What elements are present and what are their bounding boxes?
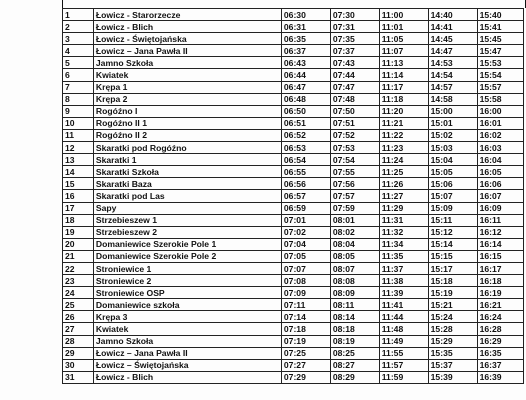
stop-name-cell: Stroniewice OSP xyxy=(93,287,281,299)
stop-name-cell: Jamno Szkoła xyxy=(93,335,281,347)
stop-name-cell: Łowicz - Blich xyxy=(93,21,281,33)
stop-number-cell: 19 xyxy=(63,226,94,238)
table-row xyxy=(63,81,524,93)
departure-time-cell: 16:15 xyxy=(477,250,523,262)
table-row xyxy=(63,347,524,359)
departure-time-cell: 14:54 xyxy=(428,69,477,81)
departure-time-cell: 15:24 xyxy=(428,311,477,323)
stop-number-cell: 11 xyxy=(63,129,94,141)
departure-time-cell: 11:00 xyxy=(379,9,428,21)
departure-time-cell: 14:40 xyxy=(428,9,477,21)
stop-name-cell: Łowicz – Świętojańska xyxy=(93,359,281,371)
stop-name-cell: Jamno Szkoła xyxy=(93,57,281,69)
stop-name-cell: Rogóźno II 2 xyxy=(93,129,281,141)
departure-time-cell: 15:39 xyxy=(428,371,477,383)
departure-time-cell: 06:51 xyxy=(281,117,330,129)
departure-time-cell: 16:01 xyxy=(477,117,523,129)
stop-name-cell: Krępa 2 xyxy=(93,93,281,105)
departure-time-cell: 11:37 xyxy=(379,262,428,274)
departure-time-cell: 07:59 xyxy=(330,202,379,214)
stop-name-cell: Skaratki Szkoła xyxy=(93,166,281,178)
table-row xyxy=(63,359,524,371)
departure-time-cell: 08:14 xyxy=(330,311,379,323)
departure-time-cell: 14:53 xyxy=(428,57,477,69)
departure-time-cell: 11:05 xyxy=(379,33,428,45)
departure-time-cell: 08:01 xyxy=(330,214,379,226)
departure-time-cell: 16:37 xyxy=(477,359,523,371)
departure-time-cell: 16:09 xyxy=(477,202,523,214)
stop-number-cell: 2 xyxy=(63,21,94,33)
departure-time-cell: 07:02 xyxy=(281,226,330,238)
departure-time-cell: 11:21 xyxy=(379,117,428,129)
departure-time-cell: 15:35 xyxy=(428,347,477,359)
stop-number-cell: 28 xyxy=(63,335,94,347)
table-row xyxy=(63,9,524,21)
departure-time-cell: 11:35 xyxy=(379,250,428,262)
stop-name-cell: Krępa 3 xyxy=(93,311,281,323)
departure-time-cell: 06:56 xyxy=(281,178,330,190)
table-row xyxy=(63,57,524,69)
table-row xyxy=(63,299,524,311)
departure-time-cell: 06:50 xyxy=(281,105,330,117)
departure-time-cell: 16:11 xyxy=(477,214,523,226)
departure-time-cell: 07:43 xyxy=(330,57,379,69)
departure-time-cell: 07:18 xyxy=(281,323,330,335)
stop-name-cell: Stroniewice 2 xyxy=(93,275,281,287)
stop-name-cell: Łowicz – Jana Pawła II xyxy=(93,45,281,57)
stop-number-cell: 1 xyxy=(63,9,94,21)
departure-time-cell: 11:17 xyxy=(379,81,428,93)
table-row xyxy=(63,117,524,129)
departure-time-cell: 15:02 xyxy=(428,129,477,141)
departure-time-cell: 07:37 xyxy=(330,45,379,57)
departure-time-cell: 11:34 xyxy=(379,238,428,250)
departure-time-cell: 07:25 xyxy=(281,347,330,359)
departure-time-cell: 11:31 xyxy=(379,214,428,226)
departure-time-cell: 11:25 xyxy=(379,166,428,178)
departure-time-cell: 07:30 xyxy=(330,9,379,21)
stop-name-cell: Łowicz – Jana Pawła II xyxy=(93,347,281,359)
table-row xyxy=(63,129,524,141)
stop-name-cell: Sapy xyxy=(93,202,281,214)
departure-time-cell: 08:09 xyxy=(330,287,379,299)
stop-name-cell: Strzebieszew 2 xyxy=(93,226,281,238)
departure-time-cell: 06:47 xyxy=(281,81,330,93)
departure-time-cell: 16:24 xyxy=(477,311,523,323)
departure-time-cell: 11:14 xyxy=(379,69,428,81)
stop-number-cell: 23 xyxy=(63,275,94,287)
table-row xyxy=(63,93,524,105)
departure-time-cell: 15:54 xyxy=(477,69,523,81)
stop-number-cell: 20 xyxy=(63,238,94,250)
departure-time-cell: 07:09 xyxy=(281,287,330,299)
table-row xyxy=(63,287,524,299)
departure-time-cell: 11:32 xyxy=(379,226,428,238)
stop-number-cell: 9 xyxy=(63,105,94,117)
departure-time-cell: 07:01 xyxy=(281,214,330,226)
table-row xyxy=(63,371,524,383)
stop-number-cell: 6 xyxy=(63,69,94,81)
stop-number-cell: 24 xyxy=(63,287,94,299)
departure-time-cell: 14:45 xyxy=(428,33,477,45)
table-row xyxy=(63,262,524,274)
table-row xyxy=(63,166,524,178)
departure-time-cell: 06:57 xyxy=(281,190,330,202)
departure-time-cell: 16:05 xyxy=(477,166,523,178)
stop-number-cell: 21 xyxy=(63,250,94,262)
departure-time-cell: 16:02 xyxy=(477,129,523,141)
departure-time-cell: 11:55 xyxy=(379,347,428,359)
departure-time-cell: 15:45 xyxy=(477,33,523,45)
departure-time-cell: 08:07 xyxy=(330,262,379,274)
departure-time-cell: 06:55 xyxy=(281,166,330,178)
departure-time-cell: 06:44 xyxy=(281,69,330,81)
departure-time-cell: 14:57 xyxy=(428,81,477,93)
departure-time-cell: 15:14 xyxy=(428,238,477,250)
schedule-body xyxy=(63,9,524,384)
departure-time-cell: 08:02 xyxy=(330,226,379,238)
departure-time-cell: 06:53 xyxy=(281,142,330,154)
departure-time-cell: 15:37 xyxy=(428,359,477,371)
table-row xyxy=(63,33,524,45)
table-row xyxy=(63,202,524,214)
departure-time-cell: 15:09 xyxy=(428,202,477,214)
departure-time-cell: 15:04 xyxy=(428,154,477,166)
table-row xyxy=(63,226,524,238)
stop-number-cell: 7 xyxy=(63,81,94,93)
departure-time-cell: 07:50 xyxy=(330,105,379,117)
departure-time-cell: 11:24 xyxy=(379,154,428,166)
stop-name-cell: Rogóźno II 1 xyxy=(93,117,281,129)
stop-number-cell: 29 xyxy=(63,347,94,359)
stop-number-cell: 5 xyxy=(63,57,94,69)
departure-time-cell: 11:38 xyxy=(379,275,428,287)
departure-time-cell: 16:39 xyxy=(477,371,523,383)
departure-time-cell: 11:22 xyxy=(379,129,428,141)
stop-name-cell: Skaratki Baza xyxy=(93,178,281,190)
departure-time-cell: 15:06 xyxy=(428,178,477,190)
departure-time-cell: 06:59 xyxy=(281,202,330,214)
stop-number-cell: 22 xyxy=(63,262,94,274)
table-row xyxy=(63,21,524,33)
stop-number-cell: 16 xyxy=(63,190,94,202)
departure-time-cell: 15:40 xyxy=(477,9,523,21)
stop-number-cell: 18 xyxy=(63,214,94,226)
departure-time-cell: 16:07 xyxy=(477,190,523,202)
table-row xyxy=(63,190,524,202)
departure-time-cell: 15:18 xyxy=(428,275,477,287)
departure-time-cell: 06:35 xyxy=(281,33,330,45)
departure-time-cell: 08:11 xyxy=(330,299,379,311)
departure-time-cell: 07:57 xyxy=(330,190,379,202)
departure-time-cell: 15:00 xyxy=(428,105,477,117)
departure-time-cell: 07:47 xyxy=(330,81,379,93)
departure-time-cell: 11:20 xyxy=(379,105,428,117)
departure-time-cell: 08:25 xyxy=(330,347,379,359)
departure-time-cell: 16:06 xyxy=(477,178,523,190)
stop-name-cell: Rogóźno I xyxy=(93,105,281,117)
departure-time-cell: 11:13 xyxy=(379,57,428,69)
departure-time-cell: 16:29 xyxy=(477,335,523,347)
departure-time-cell: 11:29 xyxy=(379,202,428,214)
departure-time-cell: 15:47 xyxy=(477,45,523,57)
departure-time-cell: 08:19 xyxy=(330,335,379,347)
departure-time-cell: 07:48 xyxy=(330,93,379,105)
departure-time-cell: 15:15 xyxy=(428,250,477,262)
departure-time-cell: 07:56 xyxy=(330,178,379,190)
page-bottom-edge xyxy=(0,396,526,400)
departure-time-cell: 11:48 xyxy=(379,323,428,335)
departure-time-cell: 15:28 xyxy=(428,323,477,335)
departure-time-cell: 11:49 xyxy=(379,335,428,347)
departure-time-cell: 11:18 xyxy=(379,93,428,105)
table-row xyxy=(63,142,524,154)
departure-time-cell: 11:27 xyxy=(379,190,428,202)
stop-name-cell: Krępa 1 xyxy=(93,81,281,93)
departure-time-cell: 15:41 xyxy=(477,21,523,33)
stop-name-cell: Łowicz - Starorzecze xyxy=(93,9,281,21)
departure-time-cell: 07:52 xyxy=(330,129,379,141)
departure-time-cell: 15:19 xyxy=(428,287,477,299)
bus-schedule-table xyxy=(62,8,524,384)
departure-time-cell: 16:04 xyxy=(477,154,523,166)
stop-number-cell: 17 xyxy=(63,202,94,214)
departure-time-cell: 15:01 xyxy=(428,117,477,129)
departure-time-cell: 07:07 xyxy=(281,262,330,274)
departure-time-cell: 07:53 xyxy=(330,142,379,154)
stop-name-cell: Łowicz - Świętojańska xyxy=(93,33,281,45)
departure-time-cell: 16:00 xyxy=(477,105,523,117)
stop-name-cell: Strzebieszew 1 xyxy=(93,214,281,226)
departure-time-cell: 08:08 xyxy=(330,275,379,287)
departure-time-cell: 14:41 xyxy=(428,21,477,33)
stop-name-cell: Skaratki 1 xyxy=(93,154,281,166)
departure-time-cell: 15:11 xyxy=(428,214,477,226)
departure-time-cell: 07:44 xyxy=(330,69,379,81)
table-row xyxy=(63,250,524,262)
departure-time-cell: 07:55 xyxy=(330,166,379,178)
stop-name-cell: Stroniewice 1 xyxy=(93,262,281,274)
departure-time-cell: 11:59 xyxy=(379,371,428,383)
table-row xyxy=(63,311,524,323)
departure-time-cell: 15:57 xyxy=(477,81,523,93)
stop-name-cell: Domaniewice Szerokie Pole 2 xyxy=(93,250,281,262)
departure-time-cell: 07:51 xyxy=(330,117,379,129)
table-row xyxy=(63,275,524,287)
departure-time-cell: 11:23 xyxy=(379,142,428,154)
departure-time-cell: 06:54 xyxy=(281,154,330,166)
departure-time-cell: 07:35 xyxy=(330,33,379,45)
departure-time-cell: 06:30 xyxy=(281,9,330,21)
departure-time-cell: 16:18 xyxy=(477,275,523,287)
departure-time-cell: 11:07 xyxy=(379,45,428,57)
departure-time-cell: 08:04 xyxy=(330,238,379,250)
stop-name-cell: Łowicz - Blich xyxy=(93,371,281,383)
departure-time-cell: 06:37 xyxy=(281,45,330,57)
departure-time-cell: 07:05 xyxy=(281,250,330,262)
table-row xyxy=(63,105,524,117)
table-row xyxy=(63,178,524,190)
stop-number-cell: 4 xyxy=(63,45,94,57)
departure-time-cell: 11:41 xyxy=(379,299,428,311)
table-row xyxy=(63,323,524,335)
departure-time-cell: 16:14 xyxy=(477,238,523,250)
departure-time-cell: 11:57 xyxy=(379,359,428,371)
departure-time-cell: 08:18 xyxy=(330,323,379,335)
departure-time-cell: 07:29 xyxy=(281,371,330,383)
departure-time-cell: 15:03 xyxy=(428,142,477,154)
stop-number-cell: 12 xyxy=(63,142,94,154)
departure-time-cell: 08:05 xyxy=(330,250,379,262)
stop-number-cell: 26 xyxy=(63,311,94,323)
stop-name-cell: Kwiatek xyxy=(93,323,281,335)
stop-number-cell: 27 xyxy=(63,323,94,335)
departure-time-cell: 15:29 xyxy=(428,335,477,347)
stop-number-cell: 15 xyxy=(63,178,94,190)
departure-time-cell: 14:58 xyxy=(428,93,477,105)
departure-time-cell: 14:47 xyxy=(428,45,477,57)
stop-number-cell: 30 xyxy=(63,359,94,371)
departure-time-cell: 06:43 xyxy=(281,57,330,69)
departure-time-cell: 07:31 xyxy=(330,21,379,33)
departure-time-cell: 16:35 xyxy=(477,347,523,359)
stop-number-cell: 14 xyxy=(63,166,94,178)
departure-time-cell: 16:17 xyxy=(477,262,523,274)
departure-time-cell: 08:27 xyxy=(330,359,379,371)
departure-time-cell: 11:44 xyxy=(379,311,428,323)
departure-time-cell: 16:28 xyxy=(477,323,523,335)
stop-name-cell: Skaratki pod Las xyxy=(93,190,281,202)
stop-name-cell: Kwiatek xyxy=(93,69,281,81)
departure-time-cell: 15:05 xyxy=(428,166,477,178)
stop-number-cell: 10 xyxy=(63,117,94,129)
stop-number-cell: 8 xyxy=(63,93,94,105)
departure-time-cell: 15:58 xyxy=(477,93,523,105)
stop-name-cell: Domaniewice Szerokie Pole 1 xyxy=(93,238,281,250)
departure-time-cell: 06:48 xyxy=(281,93,330,105)
departure-time-cell: 16:03 xyxy=(477,142,523,154)
table-row xyxy=(63,214,524,226)
departure-time-cell: 06:31 xyxy=(281,21,330,33)
table-row xyxy=(63,154,524,166)
stop-name-cell: Skaratki pod Rogóźno xyxy=(93,142,281,154)
departure-time-cell: 11:39 xyxy=(379,287,428,299)
table-row xyxy=(63,335,524,347)
departure-time-cell: 07:11 xyxy=(281,299,330,311)
table-row xyxy=(63,238,524,250)
departure-time-cell: 11:01 xyxy=(379,21,428,33)
departure-time-cell: 15:21 xyxy=(428,299,477,311)
table-top-edge xyxy=(62,0,526,8)
departure-time-cell: 11:26 xyxy=(379,178,428,190)
departure-time-cell: 15:07 xyxy=(428,190,477,202)
departure-time-cell: 06:52 xyxy=(281,129,330,141)
stop-name-cell: Domaniewice szkoła xyxy=(93,299,281,311)
departure-time-cell: 15:53 xyxy=(477,57,523,69)
departure-time-cell: 15:17 xyxy=(428,262,477,274)
departure-time-cell: 07:19 xyxy=(281,335,330,347)
departure-time-cell: 07:14 xyxy=(281,311,330,323)
departure-time-cell: 16:19 xyxy=(477,287,523,299)
stop-number-cell: 25 xyxy=(63,299,94,311)
departure-time-cell: 08:29 xyxy=(330,371,379,383)
stop-number-cell: 13 xyxy=(63,154,94,166)
stop-number-cell: 3 xyxy=(63,33,94,45)
table-row xyxy=(63,69,524,81)
departure-time-cell: 16:21 xyxy=(477,299,523,311)
departure-time-cell: 07:04 xyxy=(281,238,330,250)
departure-time-cell: 15:12 xyxy=(428,226,477,238)
departure-time-cell: 07:27 xyxy=(281,359,330,371)
departure-time-cell: 07:54 xyxy=(330,154,379,166)
table-row xyxy=(63,45,524,57)
departure-time-cell: 16:12 xyxy=(477,226,523,238)
departure-time-cell: 07:08 xyxy=(281,275,330,287)
stop-number-cell: 31 xyxy=(63,371,94,383)
